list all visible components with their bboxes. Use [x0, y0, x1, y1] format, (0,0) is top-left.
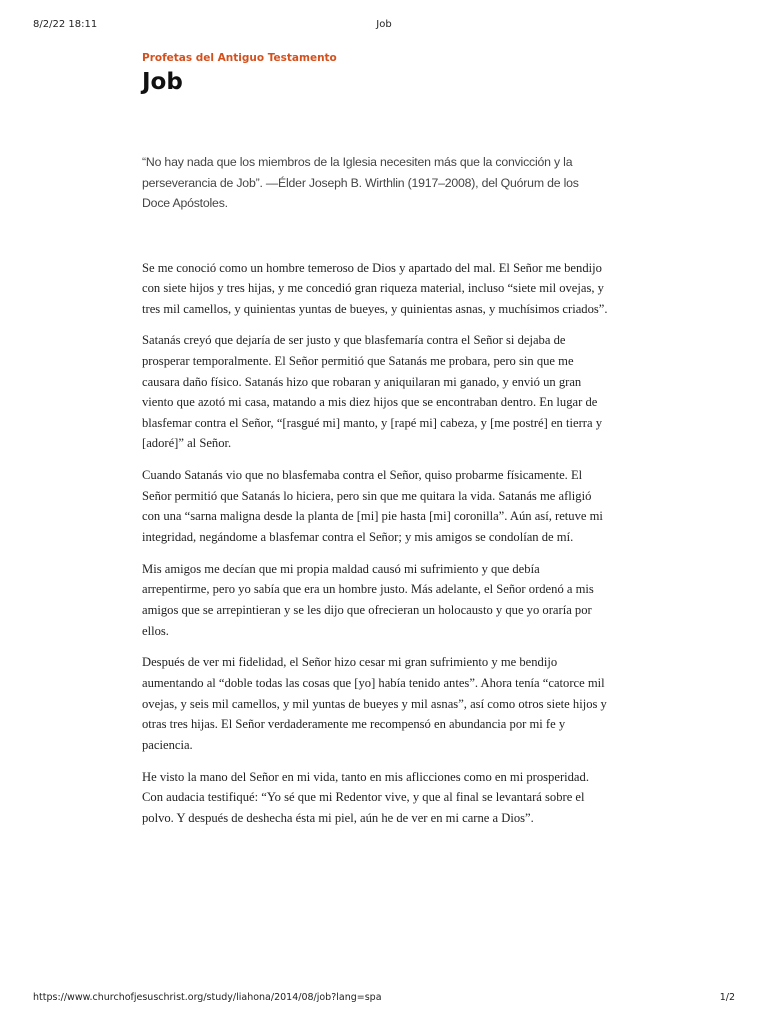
page-title: Job: [142, 69, 183, 95]
article-body: [142, 258, 612, 829]
print-header: [0, 19, 768, 33]
article: [142, 50, 612, 839]
paragraph: Se me conoció como un hombre temeroso de Dios y apartado del mal. El Señor me bendijo con siete hijos y tres hijas, y me concedió gran riqueza material, incluso “siete mil ovejas, y tres mil camellos, y quinientas yuntas de bueyes, y quinientas asnas, y muchísimos criados”.: [142, 260, 608, 316]
page-number: 1/2: [719, 992, 735, 1003]
paragraph: Después de ver mi fidelidad, el Señor hizo cesar mi gran sufrimiento y me bendijo aumentando al “doble todas las cosas que [yo] había tenido antes”. Ahora tenía “catorce mil ovejas, y seis mil camellos, y mil yuntas de bueyes y mil asnas”, así como otros siete hijos y otras tres hijas. El Señor verdaderamente me recompensó en abundancia por mi fe y paciencia.: [142, 655, 607, 752]
paragraph: He visto la mano del Señor en mi vida, tanto en mis aflicciones como en mi prosperidad. Con audacia testifiqué: “Yo sé que mi Redentor vive, y que al final se levantará sobre el polvo. Y después de deshecha ésta mi piel, aún he de ver en mi carne a Dios”.: [142, 769, 589, 825]
intro-quote: “No hay nada que los miembros de la Iglesia necesiten más que la convicción y la perseverancia de Job”. —Élder Joseph B. Wirthlin (1917–2008), del Quórum de los Doce Apóstoles.: [142, 155, 579, 210]
series-link[interactable]: Profetas del Antiguo Testamento: [142, 52, 337, 64]
print-title: Job: [376, 19, 392, 30]
paragraph: Satanás creyó que dejaría de ser justo y que blasfemaría contra el Señor si dejaba de prosperar temporalmente. El Señor permitió que Satanás me probara, pero sin que me causara daño físico. Satanás hizo que robaran y aniquilaran mi ganado, y envió un gran viento que azotó mi casa, matando a mis diez hijos que se encontraban dentro. En lugar de blasfemar contra el Señor, “[rasgué mi] manto, y [rapé mi] cabeza, y [me postré] en tierra y [adoré]” al Señor.: [142, 333, 603, 451]
print-footer: [0, 992, 768, 1006]
print-datetime: 8/2/22 18:11: [33, 19, 98, 30]
page-url: https://www.churchofjesuschrist.org/study/liahona/2014/08/job?lang=spa: [33, 992, 382, 1003]
paragraph: Cuando Satanás vio que no blasfemaba contra el Señor, quiso probarme físicamente. El Señor permitió que Satanás lo hiciera, pero sin que me quitara la vida. Satanás me afligió con una “sarna maligna desde la planta de [mi] pie hasta [mi] coronilla”. Aún así, retuve mi integridad, negándome a blasfemar contra el Señor; y mis amigos se condolían de mí.: [142, 468, 603, 544]
paragraph: Mis amigos me decían que mi propia maldad causó mi sufrimiento y que debía arrepentirme, pero yo sabía que era un hombre justo. Más adelante, el Señor ordenó a mis amigos que se arrepintieran y se les dijo que ofrecieran un holocausto y que yo oraría por ellos.: [142, 561, 594, 638]
